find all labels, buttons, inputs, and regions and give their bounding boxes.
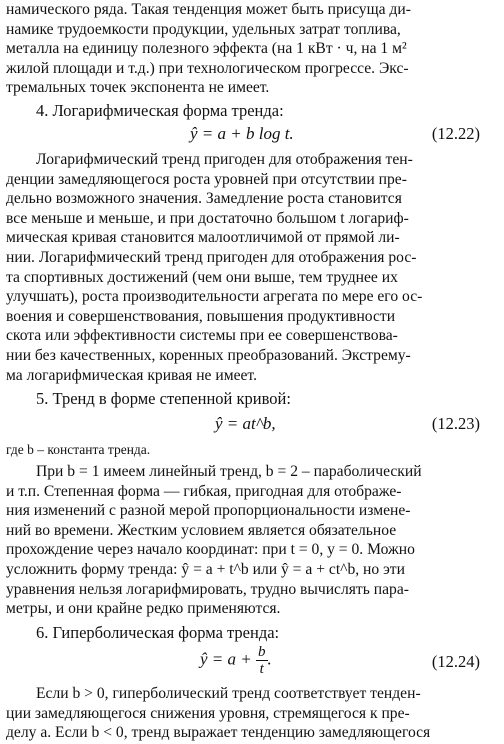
formula-12-24 (200, 644, 272, 677)
text-line: жилой площади и т.д.) при технологическом прогрессе. Экс- (6, 59, 409, 77)
text-line: нии без качественных, коренных преобразований. Экстрему- (6, 346, 411, 364)
text-line: усложнить форму тренда: ŷ = a + t^b или ŷ = a + ct^b, но эти (6, 560, 405, 578)
section-5-paragraph (6, 462, 496, 619)
section-4-paragraph (6, 150, 496, 385)
text-line: метры, и они крайне редко применяются. (6, 600, 281, 618)
text-line: металла на единицу полезного эффекта (на 1 кВт · ч, на 1 м² (6, 40, 407, 58)
text-line: При b = 1 имеем линейный тренд, b = 2 – параболический (36, 463, 422, 480)
text-line: ма логарифмическая кривая не имеет. (6, 366, 257, 384)
section-5-heading: 5. Тренд в форме степенной кривой: (36, 389, 291, 408)
text-line: делу a. Если b < 0, тренд выражает тенденцию замедляющегося (6, 724, 431, 742)
text-line: Если b > 0, гиперболический тренд соответствует тенден- (36, 685, 421, 702)
text-line: дельно возможного значения. Замедление роста становится (6, 190, 402, 208)
intro-paragraph (6, 0, 496, 98)
text-line: и т.п. Степенная форма — гибкая, пригодная для отображе- (6, 482, 402, 500)
text-line: намического ряда. Такая тенденция может быть присуща ди- (6, 1, 411, 18)
text-line: ния изменений с разной мерой пропорциональности измене- (6, 502, 411, 520)
fraction-denominator: t (259, 661, 264, 677)
text-line: мическая кривая становится малоотличимой от прямой ли- (6, 229, 400, 247)
text-line: денции замедляющегося роста уровней при отсутствии пре- (6, 170, 407, 188)
text-line: намике трудоемкости продукции, удельных затрат топлива, (6, 20, 401, 38)
equation-number-12-22: (12.22) (431, 124, 480, 143)
constant-note: где b – константа тренда. (6, 442, 151, 457)
text-line: воения и совершенствования, повышения продуктивности (6, 307, 396, 325)
fraction-numerator: b (258, 644, 266, 660)
text-line: уравнения нельзя логарифмировать, трудно вычислять пара- (6, 580, 409, 598)
section-6-paragraph (6, 684, 496, 743)
equation-number-12-23: (12.23) (431, 414, 480, 433)
text-line: все меньше и меньше, и при достаточно большом t логариф- (6, 209, 409, 227)
text-line: Логарифмический тренд пригоден для отображения тен- (36, 151, 413, 168)
formula-12-22: ŷ = a + b log t. (190, 124, 294, 143)
formula-12-23: ŷ = at^b, (215, 414, 276, 433)
text-line: прохождение через начало координат: при t = 0, y = 0. Можно (6, 541, 415, 559)
text-line: улучшать), роста производительности агрегата по мере его ос- (6, 288, 423, 306)
text-line: нии. Логарифмический тренд пригоден для отображения рос- (6, 248, 417, 266)
text-line: ции замедляющегося снижения уровня, стремящегося к пре- (6, 704, 410, 722)
text-line: та спортивных достижений (чем они выше, тем труднее их (6, 268, 398, 286)
text-line: ний во времени. Жестким условием является обязательное (6, 521, 397, 539)
text-line: тремальных точек экспонента не имеет. (6, 79, 270, 97)
text-line: скота или эффективности системы при ее совершенствова- (6, 327, 398, 345)
section-4-heading: 4. Логарифмическая форма тренда: (36, 101, 284, 120)
equation-number-12-24: (12.24) (431, 652, 480, 671)
formula-12-24-left: ŷ = a + (200, 649, 256, 669)
formula-12-24-end: . (267, 649, 272, 669)
section-6-heading: 6. Гиперболическая форма тренда: (36, 623, 280, 642)
fraction-b-over-t (256, 644, 268, 677)
